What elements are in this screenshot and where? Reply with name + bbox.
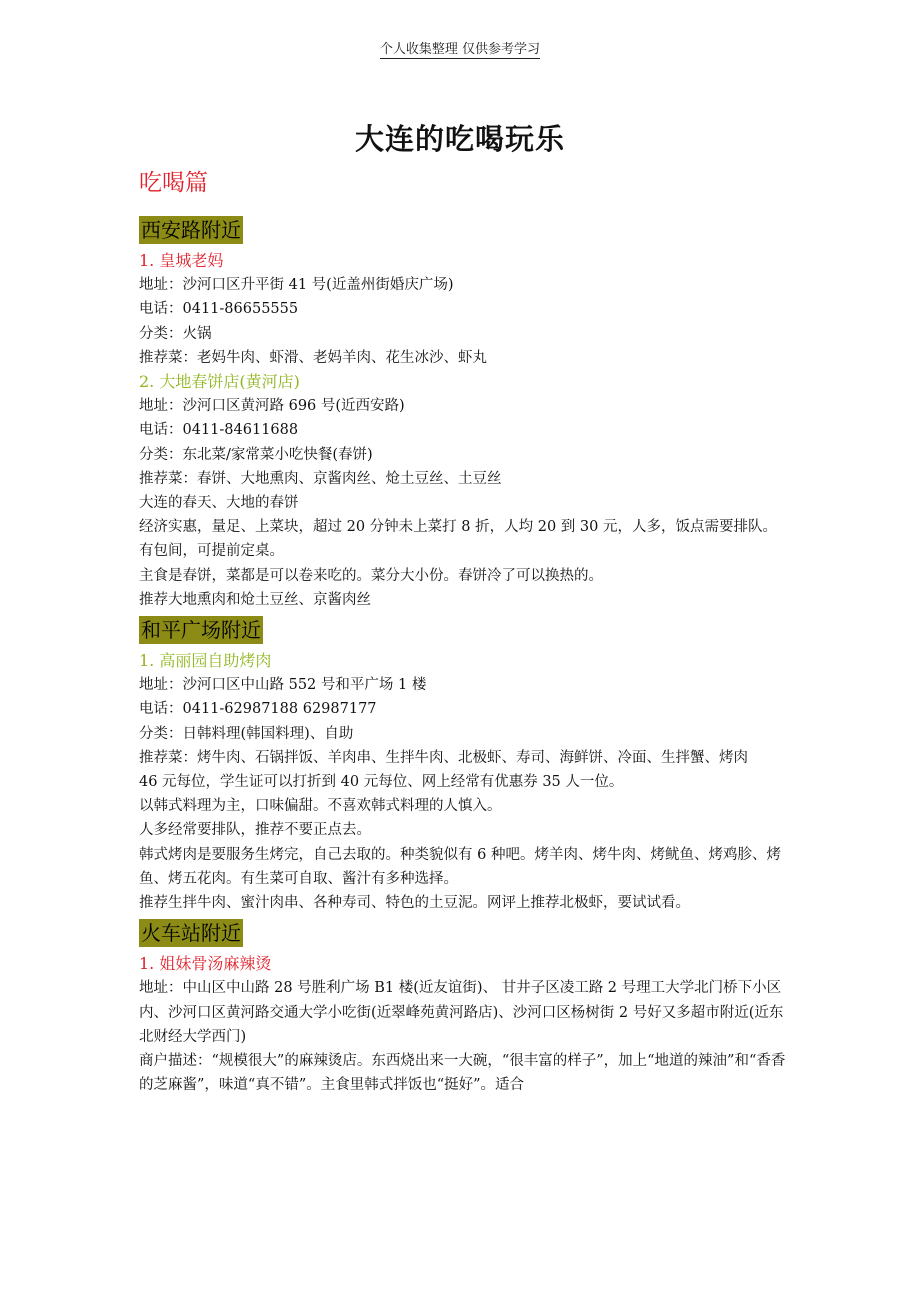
section xyxy=(139,612,789,915)
part-title: 吃喝篇 xyxy=(139,170,208,196)
section-heading: 和平广场附近 xyxy=(141,618,261,643)
section-heading: 火车站附近 xyxy=(141,921,241,946)
section xyxy=(139,212,789,612)
text-line: 推荐菜：老妈牛肉、虾滑、老妈羊肉、花生冰沙、虾丸 xyxy=(139,349,487,366)
text-line: 电话：0411-62987188 62987177 xyxy=(139,701,377,718)
text-line: 推荐生拌牛肉、蜜汁肉串、各种寿司、特色的土豆泥。网评上推荐北极虾，要试试看。 xyxy=(139,895,690,912)
text-line: 大连的春天、大地的春饼 xyxy=(139,495,299,512)
page-header xyxy=(0,38,920,57)
header-text: 个人收集整理 仅供参考学习 xyxy=(379,42,541,57)
text-line: 推荐菜：春饼、大地熏肉、京酱肉丝、炝土豆丝、土豆丝 xyxy=(139,470,502,487)
text-line: 商户描述：“规模很大”的麻辣烫店。东西烧出来一大碗，“很丰富的样子”，加上“地道的辣油”和“香香的芝麻酱”，味道“真不错”。主食里韩式拌饭也“挺好”。适合 xyxy=(139,1053,786,1094)
text-line: 分类：火锅 xyxy=(139,325,212,342)
text-line: 电话：0411-86655555 xyxy=(139,301,299,318)
restaurant-name: 1. 皇城老妈 xyxy=(139,251,224,270)
text-line: 地址：沙河口区中山路 552 号和平广场 1 楼 xyxy=(139,677,427,694)
document-title: 大连的吃喝玩乐 xyxy=(354,122,565,156)
text-line: 推荐大地熏肉和炝土豆丝、京酱肉丝 xyxy=(139,591,371,608)
restaurant-name: 2. 大地春饼店(黄河店) xyxy=(139,372,300,392)
text-line: 经济实惠，量足、上菜块，超过 20 分钟未上菜打 8 折，人均 20 到 30 元，人多，饭点需要排队。有包间，可提前定桌。 xyxy=(139,519,777,560)
text-line: 分类：东北菜/家常菜小吃快餐(春饼) xyxy=(139,446,373,463)
section xyxy=(139,915,789,1097)
text-line: 地址：沙河口区黄河路 696 号(近西安路) xyxy=(139,398,405,415)
text-line: 分类：日韩料理(韩国料理)、自助 xyxy=(139,725,354,742)
text-line: 人多经常要排队，推荐不要正点去。 xyxy=(139,822,371,839)
text-line: 主食是春饼，菜都是可以卷来吃的。菜分大小份。春饼冷了可以换热的。 xyxy=(139,567,603,584)
section-heading: 西安路附近 xyxy=(141,218,241,242)
text-line: 46 元每位，学生证可以打折到 40 元每位、网上经常有优惠券 35 人一位。 xyxy=(139,774,624,791)
text-line: 韩式烤肉是要服务生烤完，自己去取的。种类貌似有 6 种吧。烤羊肉、烤牛肉、烤鱿鱼、烤鸡胗、烤鱼、烤五花肉。有生菜可自取、酱汁有多种选择。 xyxy=(139,846,781,887)
text-line: 推荐菜：烤牛肉、石锅拌饭、羊肉串、生拌牛肉、北极虾、寿司、海鲜饼、冷面、生拌蟹、烤肉 xyxy=(139,749,748,766)
text-line: 地址：中山区中山路 28 号胜利广场 B1 楼(近友谊街)、 甘井子区凌工路 2 号理工大学北门桥下小区内、沙河口区黄河路交通大学小吃街(近翠峰苑黄河路店)、沙河口区杨树街 2 号好又多超市附近(近东北财经大学西门) xyxy=(139,980,784,1045)
text-line: 电话：0411-84611688 xyxy=(139,422,299,439)
text-line: 以韩式料理为主，口味偏甜。不喜欢韩式料理的人慎入。 xyxy=(139,798,502,815)
document-body xyxy=(139,166,789,1098)
text-line: 地址：沙河口区升平街 41 号(近盖州街婚庆广场) xyxy=(139,277,454,294)
restaurant-name: 1. 高丽园自助烤肉 xyxy=(139,651,272,671)
restaurant-name: 1. 姐妹骨汤麻辣烫 xyxy=(139,954,272,974)
